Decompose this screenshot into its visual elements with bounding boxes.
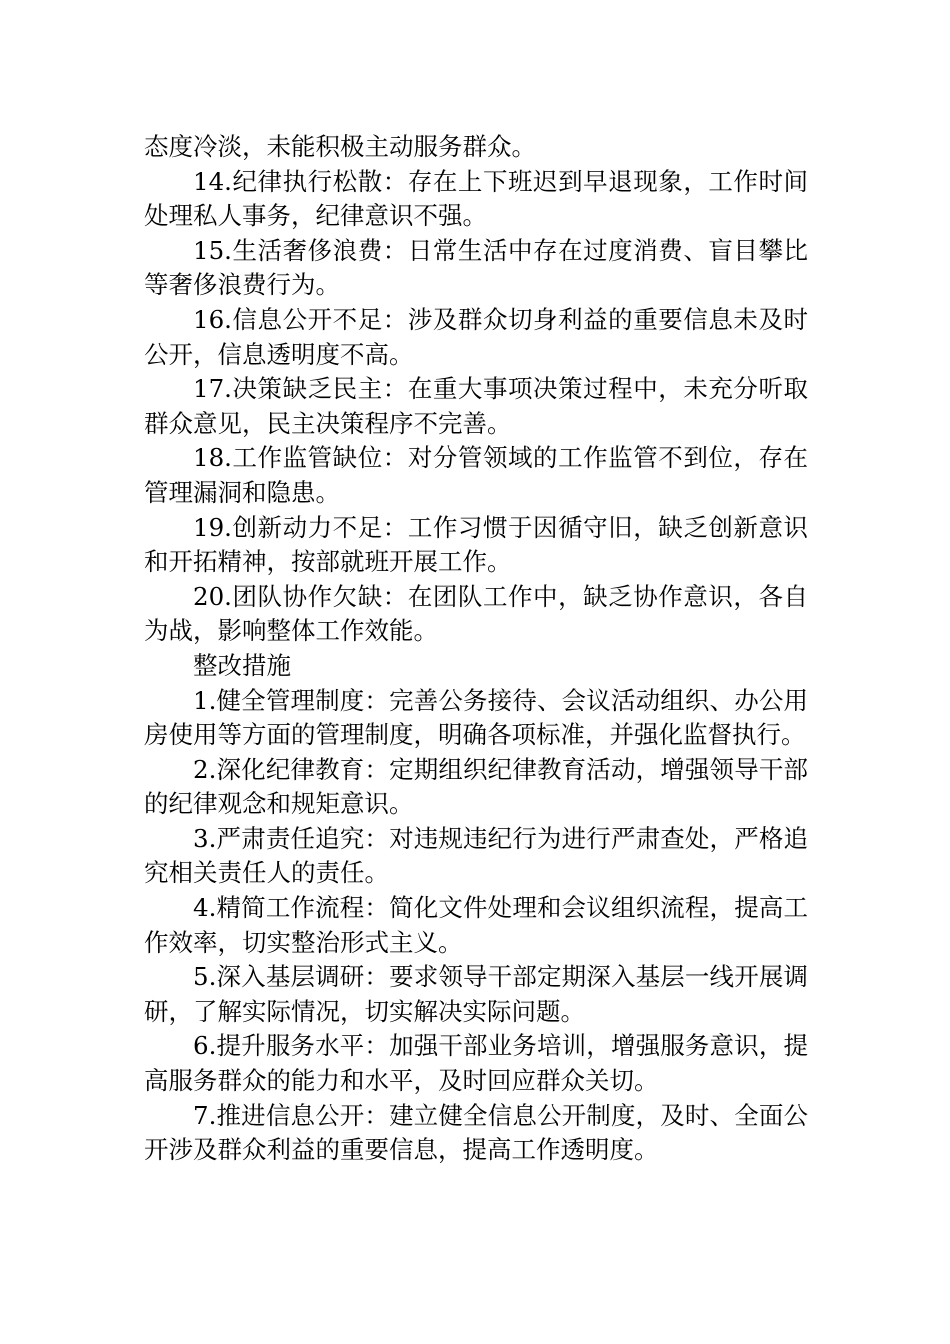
problem-item-15: 15.生活奢侈浪费：日常生活中存在过度消费、盲目攀比等奢侈浪费行为。 <box>144 235 808 300</box>
measure-item-4: 4.精简工作流程：简化文件处理和会议组织流程，提高工作效率，切实整治形式主义。 <box>144 893 808 957</box>
section-heading: 整改措施 <box>193 650 291 680</box>
paragraph-continuation: 态度冷淡，未能积极主动服务群众。 <box>144 132 536 161</box>
problem-item-14: 14.纪律执行松散：存在上下班迟到早退现象，工作时间处理私人事务，纪律意识不强。 <box>144 166 808 231</box>
measure-item-5: 5.深入基层调研：要求领导干部定期深入基层一线开展调研，了解实际情况，切实解决实际问题。 <box>144 962 808 1026</box>
measure-item-6: 6.提升服务水平：加强干部业务培训，增强服务意识，提高服务群众的能力和水平，及时回应群众关切。 <box>144 1031 808 1096</box>
document-page <box>144 130 808 1168</box>
problem-item-17: 17.决策缺乏民主：在重大事项决策过程中，未充分听取群众意见，民主决策程序不完善。 <box>144 374 808 438</box>
measure-item-2: 2.深化纪律教育：定期组织纪律教育活动，增强领导干部的纪律观念和规矩意识。 <box>144 754 808 819</box>
problem-item-20: 20.团队协作欠缺：在团队工作中，缺乏协作意识，各自为战，影响整体工作效能。 <box>144 581 808 646</box>
problem-item-16: 16.信息公开不足：涉及群众切身利益的重要信息未及时公开，信息透明度不高。 <box>144 304 808 369</box>
problem-item-19: 19.创新动力不足：工作习惯于因循守旧，缺乏创新意识和开拓精神，按部就班开展工作。 <box>144 512 808 577</box>
measure-item-7: 7.推进信息公开：建立健全信息公开制度，及时、全面公开涉及群众利益的重要信息，提高工作透明度。 <box>144 1100 808 1165</box>
measure-item-1: 1.健全管理制度：完善公务接待、会议活动组织、办公用房使用等方面的管理制度，明确各项标准，并强化监督执行。 <box>144 685 808 750</box>
measure-item-3: 3.严肃责任追究：对违规违纪行为进行严肃查处，严格追究相关责任人的责任。 <box>144 823 808 888</box>
problem-item-18: 18.工作监管缺位：对分管领域的工作监管不到位，存在管理漏洞和隐患。 <box>144 443 808 507</box>
